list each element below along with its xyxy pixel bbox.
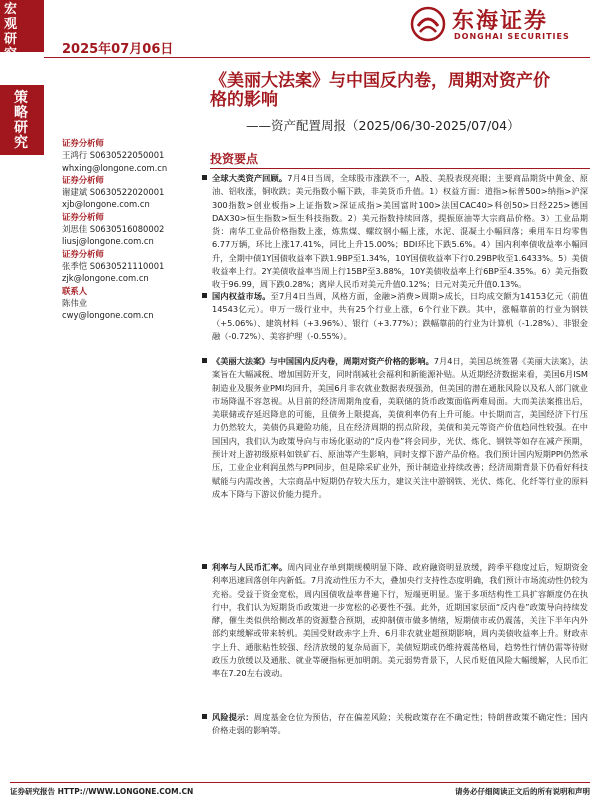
sidebar-top-label: 宏观研究 (4, 2, 18, 62)
analyst-entry (62, 174, 202, 211)
analyst-name: 王鸿行 S0630522050001 (62, 150, 165, 161)
square-bullet-icon (202, 175, 207, 180)
analyst-email[interactable]: whxing@longone.com.cn (62, 162, 168, 173)
report-subtitle: ——资产配置周报（2025/06/30-2025/07/04） (246, 118, 520, 133)
analyst-entry (62, 137, 202, 174)
key-point-risk-warning (202, 711, 588, 738)
square-bullet-icon (202, 293, 207, 298)
analyst-email[interactable]: xjb@longone.com.cn (62, 199, 150, 210)
footer-website[interactable]: 证券研究报告 HTTP://WWW.LONGONE.COM.CN (10, 787, 194, 796)
sidebar-category-band (0, 85, 44, 155)
analyst-role: 证券分析师 (62, 174, 104, 185)
key-point-lead: 风险提示： (212, 712, 254, 722)
contact-entry (62, 285, 202, 322)
key-point-body: 7月4日，美国总统签署《美丽大法案》，法案旨在大幅减税、增加国防开支，同时削减社会福利和新能源补贴。从近期经济数据来看，美国6月ISM制造业及服务业PMI均回升，美国6月非农就业数据表现强劲，但美国的潜在通胀风险以及私人部门就业市场降温不容忽视。从目前的经济周期角度看，美联储的货币政策面临两难局面。大而美法案推出后，美联储或存延迟降息的可能，且债务上限提高，美债利率仍有上升可能。中长期而言，美国经济下行压力仍然较大，美债仍具避险功能，且在经济周期的拐点阶段，美债和美元等资产价值趋同性较强。在中国国内，我们认为政策导向与市场化驱动的“反内卷”将会同步，光伏、炼化、钢铁等如存在减产预期，预计对上游初级原料如铁矿石、原油等产生影响，同时支撑下游产品价格。我们预计国内短期PPI仍然承压，工业企业利润虽然与PPI同步，但是除采矿业外，预计制造业持续改善；经济周期背景下仍看好科技赋能与内需改善，大宗商品中短期仍存较大压力，建议关注中游钢铁、光伏、炼化、化纤等行业的原料成本下降与下游议价能力提升。 (212, 356, 588, 499)
key-points-divider (210, 168, 590, 169)
contact-email[interactable]: cwy@longone.com.cn (62, 310, 154, 321)
analyst-entry (62, 211, 202, 248)
square-bullet-icon (202, 714, 207, 719)
sidebar-category-label: 策略研究 (14, 90, 28, 151)
logo-chinese-name: 东海证券 (452, 9, 549, 34)
key-point-global-assets (202, 172, 588, 292)
key-points-heading: 投资要点 (210, 152, 259, 166)
key-point-body: 7月4日当周，全球股市涨跌不一，A股、美股表现亮眼；主要商品期货中黄金、原油、铝收涨，铜收跌；美元指数小幅下跌，非美货币升值。1）权益方面：道指>标普500>纳指>沪深300指数>创业板指>上证指数>深证成指>美国富时100>法国CAC40>科创50>日经225>德国DAX30>恒生指数>恒生科技指数。2）美元指数持续回落，提振原油等大宗商品价格。3）工业品期货：南华工业品价格指数上涨，炼焦煤、螺纹钢小幅上涨，水泥、混凝土小幅回落；乘用车日均零售6.77万辆，环比上涨17.41%，同比上升15.00%；BDI环比下跌5.6%。4）国内利率债收益率小幅回升，全期中债1Y国债收益率下跌1.9BP至1.34%，10Y国债收益率下行0.29BP收至1.6433%。5）美债收益率上行。2Y美债收益率当周上行15BP至3.88%，10Y美债收益率上行6BP至4.35%。6）美元指数收于96.99，周下跌0.28%；离岸人民币对美元升值0.12%；日元对美元升值0.13%。 (212, 173, 588, 290)
key-point-body: 周度基金仓位为预估，存在偏差风险；关税政策存在不确定性；特朗普政策不确定性；国内价格走弱的影响等。 (212, 712, 588, 736)
key-point-big-beautiful-bill (202, 355, 588, 501)
key-point-lead: 《美丽大法案》与中国国内反内卷，周期对资产价格的影响。 (212, 356, 434, 366)
key-point-lead: 全球大类资产回顾。 (212, 173, 288, 183)
analyst-entry (62, 248, 202, 285)
donghai-logo-icon (410, 6, 446, 42)
key-point-body: 至7月4日当周，风格方面，金融>消费>周期>成长，日均成交额为14153亿元（前值14543亿元）。申万一级行业中，共有25个行业上涨，6个行业下跌。其中，涨幅靠前的行业为钢铁（+5.06%）、建筑材料（+3.96%）、银行（+3.77%）；跌幅靠前的行业为计算机（-1.28%）、非银金融（-0.72%）、美容护理（-0.55%）。 (212, 291, 588, 341)
key-point-lead: 国内权益市场。 (212, 291, 271, 301)
analyst-role: 证券分析师 (62, 138, 104, 148)
company-logo (410, 4, 590, 48)
key-point-domestic-equity (202, 290, 588, 343)
contact-role: 联系人 (62, 285, 88, 296)
footer-divider (10, 782, 590, 783)
analyst-role: 证券分析师 (62, 248, 104, 259)
logo-english-name: DONGHAI SECURITIES (454, 32, 570, 41)
square-bullet-icon (202, 358, 207, 363)
report-title: 《美丽大法案》与中国反内卷，周期对资产价格的影响 (210, 71, 550, 110)
analyst-name: 刘思佳 S0630516080002 (62, 224, 165, 235)
analyst-name: 谢建斌 S0630522020001 (62, 187, 165, 198)
contact-name: 陈伟业 (62, 297, 88, 308)
analyst-email[interactable]: liusj@longone.com.cn (62, 236, 154, 247)
report-date: 2025年07月06日 (62, 42, 174, 57)
analyst-role: 证券分析师 (62, 211, 104, 222)
sidebar-top-band (0, 0, 44, 62)
key-point-rates-fx (202, 561, 588, 681)
square-bullet-icon (202, 564, 207, 569)
analyst-list (62, 137, 202, 321)
header-divider (44, 57, 590, 58)
key-point-body: 周内同业存单到期规模明显下降、政府融资明显放缓，跨季平稳度过后，短期资金利率迅速回落创年内新低。7月流动性压力不大，叠加央行支持性态度明确，我们预计市场流动性仍较为充裕。受益于资金宽松，周内国债收益率普遍下行，短端更明显。鉴于多项结构性工具扩容额度仍在执行中，我们认为短期货币政策进一步宽松的必要性不强。此外，近期国家层面“反内卷”政策导向持续发酵，催生类似供给侧改革的资源整合预期，或抑制债市做多情绪，短期债市或仍震荡，关注下半年内外部约束缓解或带来转机。美国受财政赤字上升、6月非农就业超预期影响，周内美债收益率上升。财政赤字上升、通胀粘性较强、经济放缓的复杂局面下，美债短期或仍维持震荡格局，趋势性行情仍需等待财政压力放缓以及通胀、就业等硬指标更加明朗。美元弱势背景下，人民币贬值风险大幅缓解，人民币汇率在7.20左右波动。 (212, 562, 588, 679)
key-point-lead: 利率与人民币汇率。 (212, 562, 288, 572)
analyst-name: 张季恺 S0630521110001 (62, 260, 165, 271)
footer-disclaimer: 请务必仔细阅读正文后的所有说明和声明 (455, 787, 590, 796)
analyst-email[interactable]: zjk@longone.com.cn (62, 273, 149, 284)
